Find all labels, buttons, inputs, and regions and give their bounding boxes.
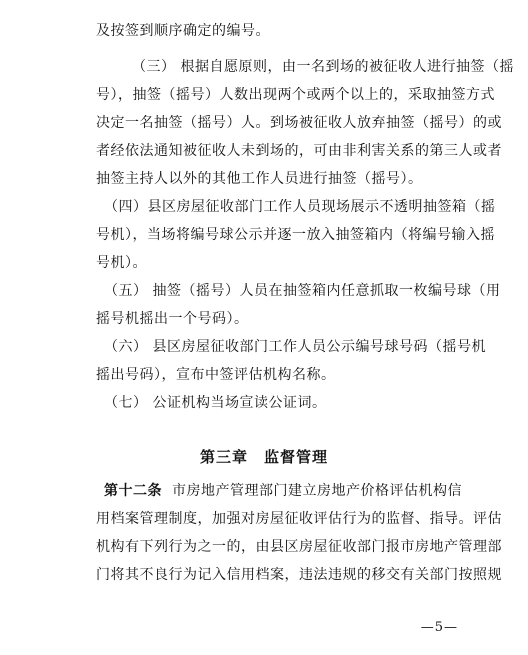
- article-label: 第十二条: [104, 483, 162, 499]
- item-three-line-4: 者经依法通知被征收人未到场的，可由非利害关系的第三人或者: [96, 143, 502, 159]
- text-line: 及按签到顺序确定的编号。: [96, 23, 270, 39]
- item-four-line-2: 号机），当场将编号球公示并逐一放入抽签箱内（将编号输入摇: [96, 227, 495, 243]
- chapter-title: 第三章 监督管理: [199, 448, 328, 466]
- page-number: —5—: [420, 620, 458, 635]
- article-twelve-text-1: 市房地产管理部门建立房地产价格评估机构信: [172, 483, 462, 499]
- item-five-line-1: （五） 抽签（摇号）人员在抽签箱内任意抓取一枚编号球（用: [104, 283, 501, 299]
- item-five-line-2: 摇号机摇出一个号码）。: [96, 311, 249, 327]
- item-three-line-1: （三） 根据自愿原则，由一名到场的被征收人进行抽签（摇: [132, 59, 514, 75]
- item-six-line-2: 摇出号码），宣布中签评估机构名称。: [96, 367, 336, 383]
- item-three-line-3: 决定一名抽签（摇号）人。到场被征收人放弃抽签（摇号）的或: [96, 115, 502, 131]
- item-four-line-3: 号机）。: [96, 255, 147, 271]
- item-three-line-2: 号），抽签（摇号）人数出现两个或两个以上的，采取抽签方式: [96, 87, 495, 103]
- article-twelve-line-3: 机构有下列行为之一的，由县区房屋征收部门报市房地产管理部: [96, 539, 502, 555]
- article-twelve-line-4: 门将其不良行为记入信用档案，违法违规的移交有关部门按照规: [96, 567, 502, 583]
- article-twelve-line-1: [104, 482, 472, 500]
- item-seven-line: （七） 公证机构当场宣读公证词。: [104, 395, 327, 411]
- article-twelve-line-2: 用档案管理制度，加强对房屋征收评估行为的监督、指导。评估: [96, 511, 502, 527]
- item-six-line-1: （六） 县区房屋征收部门工作人员公示编号球号码（摇号机: [104, 339, 486, 355]
- item-four-line-1: （四）县区房屋征收部门工作人员现场展示不透明抽签箱（摇: [104, 199, 496, 215]
- item-three-line-5: 抽签主持人以外的其他工作人员进行抽签（摇号）。: [96, 171, 423, 187]
